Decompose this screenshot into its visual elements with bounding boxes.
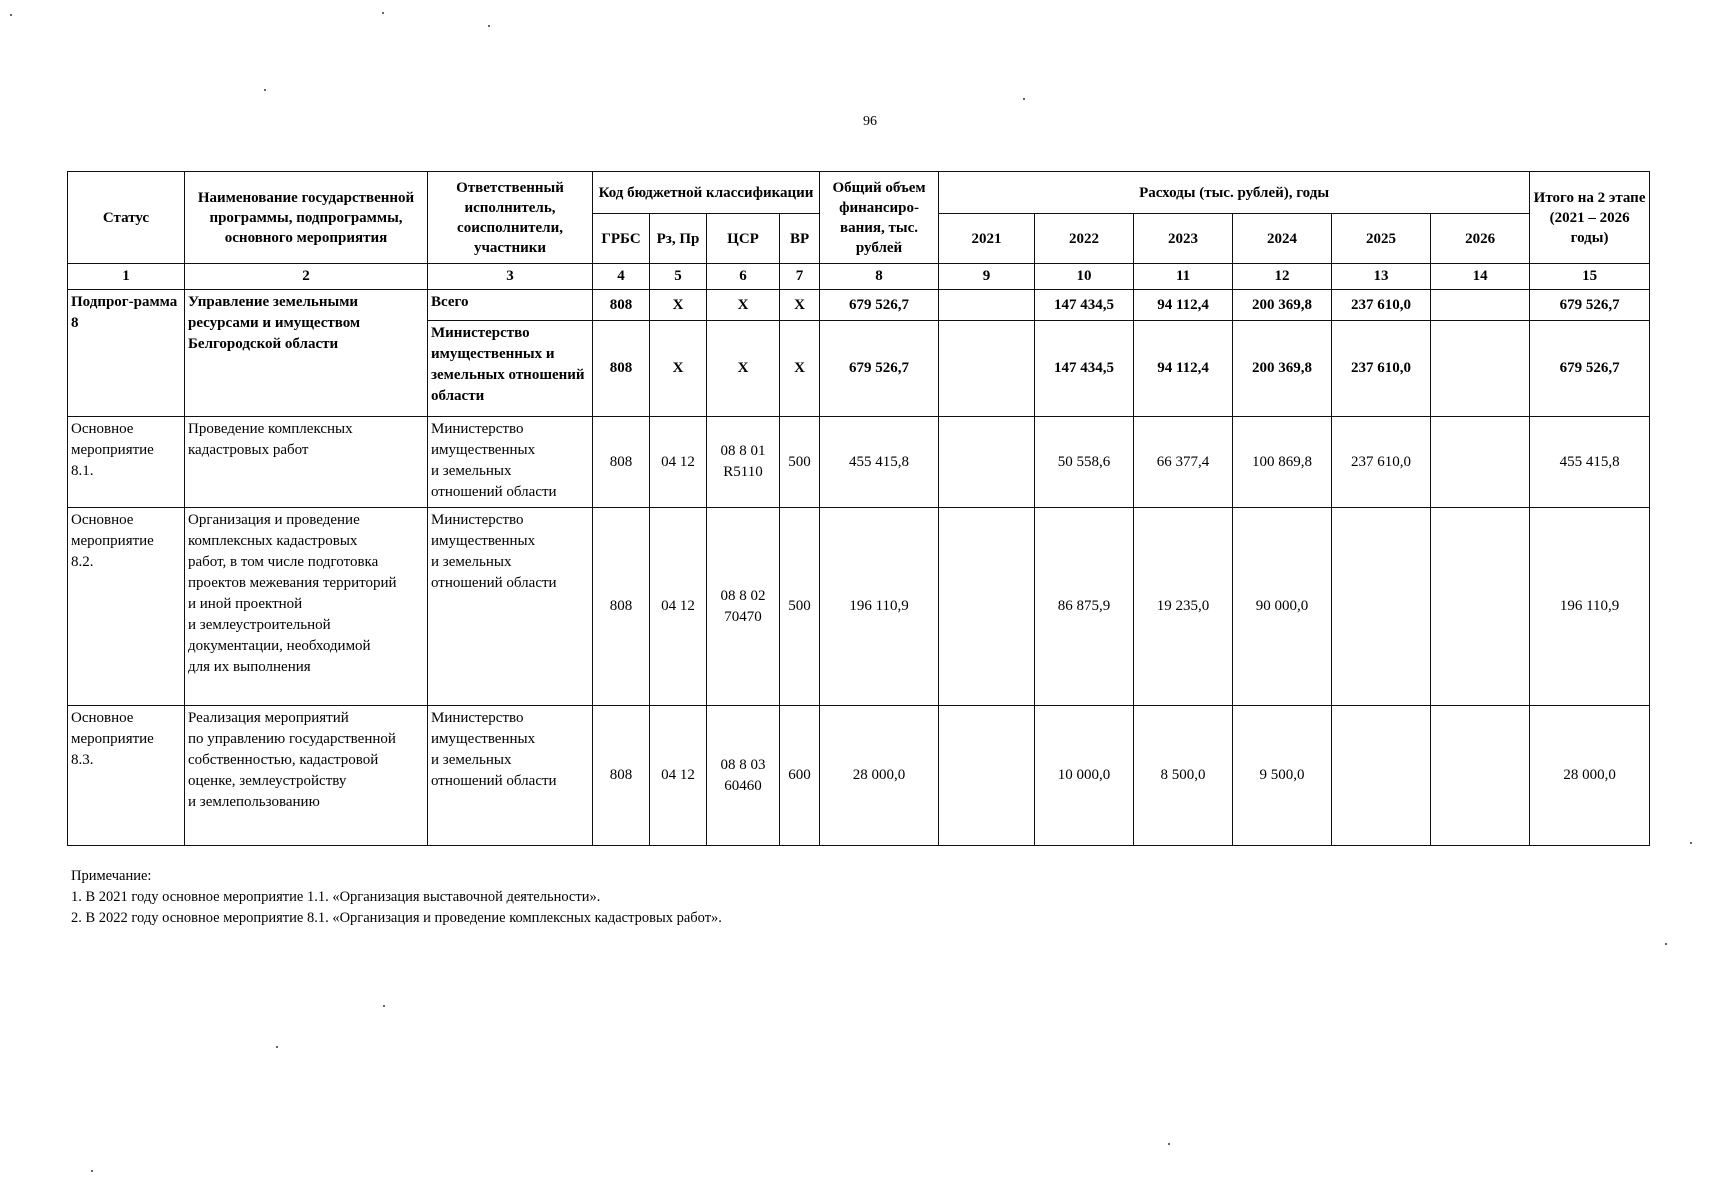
- column-number: 10: [1035, 264, 1134, 290]
- scan-speck: [383, 1005, 385, 1007]
- cell-2023: 94 112,4: [1134, 321, 1233, 417]
- column-number: 4: [593, 264, 650, 290]
- cell-2022: 147 434,5: [1035, 321, 1134, 417]
- cell-2024: 9 500,0: [1233, 706, 1332, 846]
- cell-2021: [939, 706, 1035, 846]
- cell-2022: 86 875,9: [1035, 508, 1134, 706]
- cell-csr: Х: [707, 321, 780, 417]
- header-year: 2026: [1431, 214, 1530, 264]
- header-year: 2023: [1134, 214, 1233, 264]
- cell-csr: 08 8 03 60460: [707, 706, 780, 846]
- column-number: 13: [1332, 264, 1431, 290]
- cell-total: 28 000,0: [820, 706, 939, 846]
- header-expenses: Расходы (тыс. рублей), годы: [939, 172, 1530, 214]
- column-number: 3: [428, 264, 593, 290]
- cell-rzpr: Х: [650, 321, 707, 417]
- column-number: 6: [707, 264, 780, 290]
- column-number: 15: [1530, 264, 1650, 290]
- cell-2023: 66 377,4: [1134, 417, 1233, 508]
- cell-2021: [939, 508, 1035, 706]
- cell-2025: 237 610,0: [1332, 321, 1431, 417]
- cell-stage-total: 679 526,7: [1530, 321, 1650, 417]
- cell-rzpr: 04 12: [650, 508, 707, 706]
- cell-2025: [1332, 508, 1431, 706]
- cell-2025: [1332, 706, 1431, 846]
- column-number: 1: [68, 264, 185, 290]
- cell-vr: Х: [780, 290, 820, 321]
- cell-stage-total: 28 000,0: [1530, 706, 1650, 846]
- scan-speck: [276, 1046, 278, 1048]
- cell-2026: [1431, 508, 1530, 706]
- header-year: 2021: [939, 214, 1035, 264]
- header-responsible: Ответственный исполнитель, соисполнители, участники: [428, 172, 593, 264]
- column-number: 12: [1233, 264, 1332, 290]
- table-row: [68, 508, 1650, 706]
- cell-vr: 600: [780, 706, 820, 846]
- column-number: 8: [820, 264, 939, 290]
- cell-2022: 50 558,6: [1035, 417, 1134, 508]
- note-item: 2. В 2022 году основное мероприятие 8.1. «Организация и проведение комплексных кадастровых работ».: [71, 910, 722, 926]
- header-grbs: ГРБС: [593, 214, 650, 264]
- header-csr: ЦСР: [707, 214, 780, 264]
- scan-speck: [488, 25, 490, 27]
- cell-vr: 500: [780, 417, 820, 508]
- cell-vr: Х: [780, 321, 820, 417]
- cell-2021: [939, 417, 1035, 508]
- cell-csr: 08 8 02 70470: [707, 508, 780, 706]
- cell-grbs: 808: [593, 508, 650, 706]
- column-number: 5: [650, 264, 707, 290]
- cell-stage-total: 679 526,7: [1530, 290, 1650, 321]
- scan-speck: [1665, 943, 1667, 945]
- cell-rzpr: 04 12: [650, 417, 707, 508]
- column-number: 14: [1431, 264, 1530, 290]
- cell-grbs: 808: [593, 321, 650, 417]
- row-responsible: Министерство имущественных и земельных отношений области: [428, 417, 593, 508]
- header-year: 2025: [1332, 214, 1431, 264]
- cell-2026: [1431, 321, 1530, 417]
- header-total-volume: Общий объем финансиро-вания, тыс. рублей: [820, 172, 939, 264]
- table-header: [68, 172, 1650, 290]
- cell-2025: 237 610,0: [1332, 290, 1431, 321]
- scan-speck: [1023, 98, 1025, 100]
- row-responsible: Всего: [428, 290, 593, 321]
- notes: [71, 866, 722, 929]
- scan-speck: [1168, 1143, 1170, 1145]
- cell-rzpr: Х: [650, 290, 707, 321]
- cell-2026: [1431, 417, 1530, 508]
- row-name: Управление земельными ресурсами и имуществом Белгородской области: [185, 290, 428, 417]
- cell-2023: 94 112,4: [1134, 290, 1233, 321]
- cell-rzpr: 04 12: [650, 706, 707, 846]
- note-item: 1. В 2021 году основное мероприятие 1.1. «Организация выставочной деятельности».: [71, 889, 601, 905]
- column-number-row: [68, 264, 1650, 290]
- cell-csr: Х: [707, 290, 780, 321]
- column-number: 11: [1134, 264, 1233, 290]
- table-row: [68, 417, 1650, 508]
- column-number: 2: [185, 264, 428, 290]
- row-status: Подпрог-рамма 8: [68, 290, 185, 417]
- row-status: Основное мероприятие 8.3.: [68, 706, 185, 846]
- budget-table: [67, 171, 1650, 846]
- row-responsible: Министерство имущественных и земельных отношений области: [428, 706, 593, 846]
- scan-speck: [1690, 842, 1692, 844]
- scan-speck: [10, 14, 12, 16]
- cell-2022: 147 434,5: [1035, 290, 1134, 321]
- cell-2024: 90 000,0: [1233, 508, 1332, 706]
- header-vr: ВР: [780, 214, 820, 264]
- cell-grbs: 808: [593, 706, 650, 846]
- row-responsible: Министерство имущественных и земельных отношений области: [428, 321, 593, 417]
- row-responsible: Министерство имущественных и земельных отношений области: [428, 508, 593, 706]
- column-number: 9: [939, 264, 1035, 290]
- cell-2022: 10 000,0: [1035, 706, 1134, 846]
- cell-grbs: 808: [593, 290, 650, 321]
- table-row: [68, 290, 1650, 321]
- cell-2024: 200 369,8: [1233, 290, 1332, 321]
- cell-csr: 08 8 01 R5110: [707, 417, 780, 508]
- cell-stage-total: 455 415,8: [1530, 417, 1650, 508]
- row-name: Организация и проведение комплексных кадастровых работ, в том числе подготовка проектов межевания территорий и иной проектной и землеустроительной документации, необходимой для их выполнения: [185, 508, 428, 706]
- cell-2023: 19 235,0: [1134, 508, 1233, 706]
- cell-2021: [939, 321, 1035, 417]
- cell-2026: [1431, 290, 1530, 321]
- cell-grbs: 808: [593, 417, 650, 508]
- table-row: [68, 706, 1650, 846]
- cell-2023: 8 500,0: [1134, 706, 1233, 846]
- notes-title: Примечание:: [71, 868, 152, 884]
- cell-stage-total: 196 110,9: [1530, 508, 1650, 706]
- cell-total: 196 110,9: [820, 508, 939, 706]
- cell-2026: [1431, 706, 1530, 846]
- row-name: Реализация мероприятий по управлению государственной собственностью, кадастровой оценке, землеустройству и землепользованию: [185, 706, 428, 846]
- scan-speck: [264, 89, 266, 91]
- scan-speck: [382, 12, 384, 14]
- cell-2024: 200 369,8: [1233, 321, 1332, 417]
- row-status: Основное мероприятие 8.2.: [68, 508, 185, 706]
- row-status: Основное мероприятие 8.1.: [68, 417, 185, 508]
- cell-2025: 237 610,0: [1332, 417, 1431, 508]
- scan-speck: [91, 1170, 93, 1172]
- page-number: 96: [863, 114, 877, 129]
- cell-total: 679 526,7: [820, 290, 939, 321]
- header-year: 2024: [1233, 214, 1332, 264]
- header-year: 2022: [1035, 214, 1134, 264]
- cell-2021: [939, 290, 1035, 321]
- header-status: Статус: [68, 172, 185, 264]
- header-rzpr: Рз, Пр: [650, 214, 707, 264]
- cell-vr: 500: [780, 508, 820, 706]
- cell-2024: 100 869,8: [1233, 417, 1332, 508]
- cell-total: 455 415,8: [820, 417, 939, 508]
- header-stage-total: Итого на 2 этапе (2021 – 2026 годы): [1530, 172, 1650, 264]
- cell-total: 679 526,7: [820, 321, 939, 417]
- header-name: Наименование государственной программы, подпрограммы, основного мероприятия: [185, 172, 428, 264]
- row-name: Проведение комплексных кадастровых работ: [185, 417, 428, 508]
- header-budget-code: Код бюджетной классификации: [593, 172, 820, 214]
- column-number: 7: [780, 264, 820, 290]
